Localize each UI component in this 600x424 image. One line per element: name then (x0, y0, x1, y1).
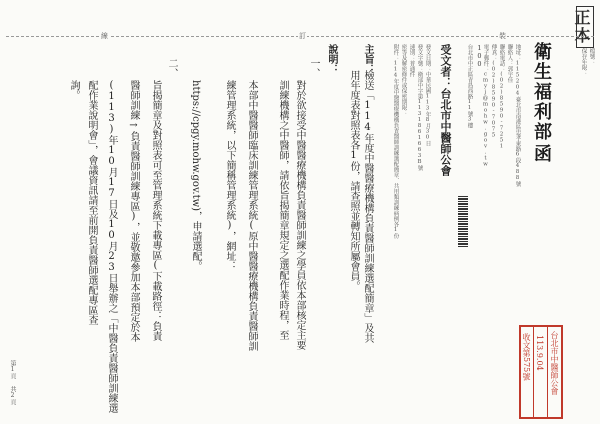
fold-label-3: 線 (101, 32, 108, 40)
item-2-number: 二、 (166, 58, 177, 78)
stamp-divider-2 (533, 327, 534, 417)
item-1-number: 一、 (308, 58, 319, 78)
item-2-line-5: 詢。 (68, 80, 79, 100)
explanation-label: 說明： (326, 44, 337, 74)
item-1-line-5: https://cpgy.mohw.gov.tw)，申請選配。 (190, 80, 201, 272)
document-barcode (458, 196, 468, 248)
item-1-line-1: 對於欲接受中醫醫療機構負責醫師訓練之學員依本部核定主要 (294, 80, 305, 350)
subject-label: 主旨： (362, 44, 373, 74)
recipient-address: 台北市中正區青島西路11號3樓 (466, 44, 473, 128)
item-1-line-2: 訓練機構之中醫師，請依旨揭簡章規定之選配作業時程，至 (277, 80, 288, 340)
issue-date: 發文日期：中華民國113年8月30日 (424, 44, 431, 146)
retention-label: 保存年限： (580, 48, 587, 76)
subject-line-2: 用年度表對照表各1份，請查照並轉知所屬會員。 (348, 70, 359, 291)
attachments: 附件：114年度中醫醫療機構負責醫師訓練選配簡章、共用類訓練病例各1份 (392, 44, 399, 239)
item-2-line-3: (113)年10月17日及10月23日舉辦之「中醫負責醫師訓練選 (106, 80, 117, 413)
issue-number: 發文字號：衛部中字第1131861663B號 (416, 44, 423, 171)
sender-address: 地址：115204臺北市南港區忠孝東路6段488號 (514, 44, 521, 187)
document-type: 函 (531, 144, 552, 164)
recipient-postal-code: 100 (475, 44, 484, 68)
sender-phone: 聯絡電話：(02)8590-7251 (498, 44, 505, 150)
stamp-number: 收文第575號 (522, 333, 531, 381)
item-2-line-2: 醫師訓練→負責醫師訓練專區)，並敬邀參加本部預定於本 (128, 80, 139, 342)
item-2-line-1: 旨揭簡章及對照表可至管理系統下載專區(下載路徑：負責 (150, 80, 161, 341)
sender-contact: 聯絡人：郭宇佳 (506, 44, 513, 83)
stamp-date: 113.9.04 (535, 335, 544, 371)
security-level: 密等及解密條件或保密期限： (400, 44, 407, 116)
stamp-org: 台北市中醫師公會 (550, 331, 559, 395)
item-2-line-4: 配作業說明會」，會議資訊請至前開負責醫師選配專區查 (86, 80, 97, 325)
receipt-stamp (519, 325, 563, 419)
original-copy-mark: 正本 (576, 6, 594, 48)
sender-email: 電子郵件：cmyj@mohw.gov.tw (482, 44, 489, 168)
sender-fax: 傳真：(02)8590-7075 (490, 44, 497, 139)
file-number-label: 檔號： (588, 48, 595, 65)
item-1-line-4: 練管理系統，以下簡稱管理系統)，網址： (224, 80, 235, 271)
fold-label-1: 裝 (499, 32, 506, 40)
page-number: 第1頁 共2頁 (9, 360, 16, 405)
fold-label-2: 訂 (299, 32, 306, 40)
item-1-line-3: 本部中醫醫師臨床訓練管理系統(原中醫醫療機構負責醫師訓 (246, 80, 257, 351)
agency-title: 衛生福利部 (531, 42, 552, 142)
stamp-divider-1 (547, 327, 548, 417)
speed: 速別：普通件 (408, 44, 415, 77)
subject-line-1: 檢送「114年度中醫醫療機構負責醫師訓練選配簡章」及共 (362, 70, 373, 343)
recipient: 受文者：台北市中醫師公會 (439, 44, 452, 176)
